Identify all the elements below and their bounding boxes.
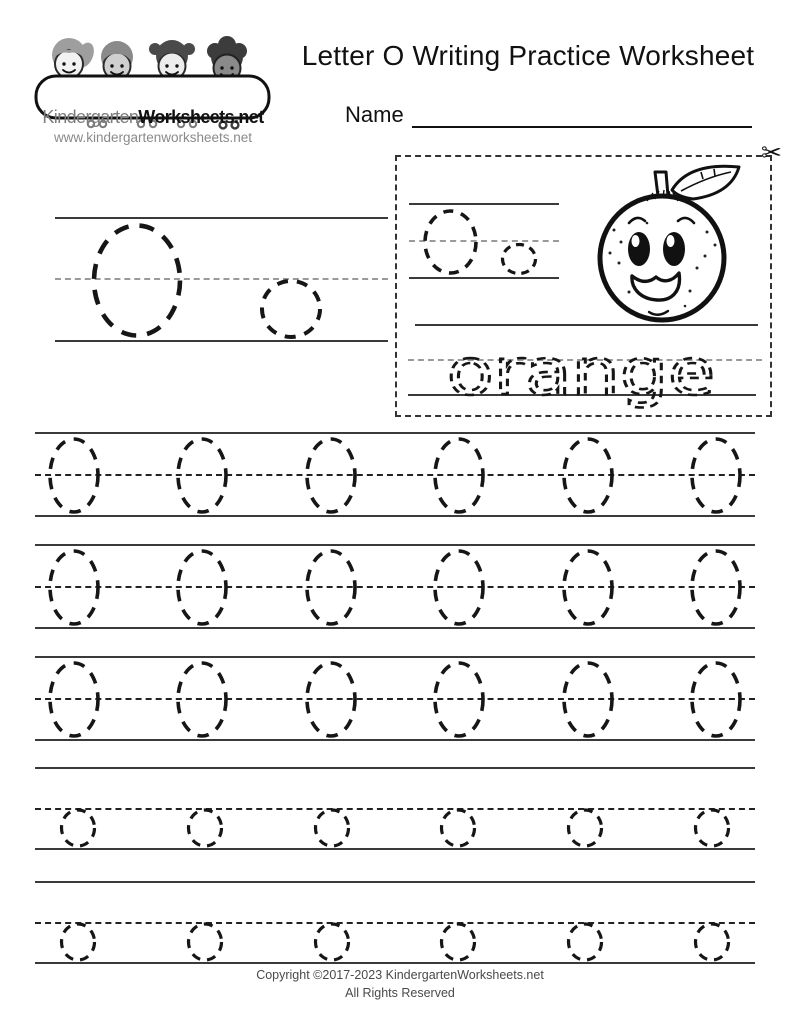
uppercase-o-trace <box>47 436 101 515</box>
copyright-text: Copyright ©2017-2023 KindergartenWorksheets.net <box>256 968 544 982</box>
uppercase-o-trace <box>175 660 229 739</box>
lowercase-o-trace <box>566 922 604 962</box>
uppercase-o-trace <box>561 548 615 627</box>
practice-row-uppercase <box>35 544 755 629</box>
practice-row-uppercase <box>35 656 755 741</box>
lowercase-o-trace <box>693 808 731 848</box>
uppercase-o-trace <box>47 660 101 739</box>
practice-row-lowercase <box>35 881 755 966</box>
site-logo <box>33 25 275 147</box>
lowercase-o-trace <box>566 808 604 848</box>
word-orange-trace <box>439 307 731 410</box>
trace-glyphs <box>35 432 755 517</box>
lowercase-o-trace <box>59 808 97 848</box>
uppercase-o-trace <box>689 660 743 739</box>
uppercase-o-trace <box>47 548 101 627</box>
uppercase-o-trace <box>561 660 615 739</box>
uppercase-o-trace <box>689 436 743 515</box>
writing-line-top <box>409 203 559 205</box>
kid-girl-ponytail <box>52 38 97 78</box>
example-card <box>395 139 782 417</box>
writing-line-bottom <box>409 277 559 279</box>
uppercase-o-trace <box>432 548 486 627</box>
intro-trace-area <box>55 217 388 342</box>
uppercase-o-trace <box>561 436 615 515</box>
uppercase-o-trace <box>304 548 358 627</box>
lowercase-o-trace <box>500 242 538 276</box>
logo-text-kindergarten: Kindergarten <box>42 107 139 127</box>
orange-illustration <box>577 160 772 330</box>
writing-line-bottom <box>55 340 388 342</box>
uppercase-o-trace <box>432 660 486 739</box>
trace-glyphs <box>35 656 755 741</box>
uppercase-o-trace <box>304 660 358 739</box>
uppercase-o-trace <box>304 436 358 515</box>
kid-boy-gray <box>101 41 133 80</box>
lowercase-o-trace <box>439 922 477 962</box>
svg-text:orange: orange <box>447 336 715 410</box>
site-url: www.kindergartenworksheets.net <box>53 130 253 145</box>
rights-text: All Rights Reserved <box>345 986 455 1001</box>
lowercase-o-trace <box>693 922 731 962</box>
kid-girl-pigtails <box>149 40 195 80</box>
lowercase-o-trace <box>186 808 224 848</box>
logo-text-worksheets: Worksheets.net <box>138 107 264 127</box>
writing-line-top <box>55 217 388 219</box>
uppercase-o-trace <box>175 548 229 627</box>
page-title: Letter O Writing Practice Worksheet <box>301 40 755 71</box>
practice-row-lowercase <box>35 767 755 852</box>
uppercase-o-trace <box>90 221 184 340</box>
scissors-icon: ✂ <box>761 139 782 167</box>
trace-glyphs <box>35 881 755 966</box>
uppercase-o-trace <box>175 436 229 515</box>
uppercase-o-trace <box>689 548 743 627</box>
lowercase-o-trace <box>59 922 97 962</box>
lowercase-o-trace <box>186 922 224 962</box>
name-label: Name <box>345 102 404 127</box>
uppercase-o-trace <box>422 208 479 276</box>
footer <box>0 966 800 1002</box>
uppercase-o-trace <box>432 436 486 515</box>
trace-glyphs <box>35 767 755 852</box>
lowercase-o-trace <box>258 277 324 341</box>
logo-wordmark <box>37 107 269 128</box>
trace-glyphs <box>35 544 755 629</box>
logo-kids-illustration <box>33 25 275 147</box>
name-blank-line <box>412 126 752 128</box>
practice-row-uppercase <box>35 432 755 517</box>
lowercase-o-trace <box>439 808 477 848</box>
lowercase-o-trace <box>313 922 351 962</box>
lowercase-o-trace <box>313 808 351 848</box>
